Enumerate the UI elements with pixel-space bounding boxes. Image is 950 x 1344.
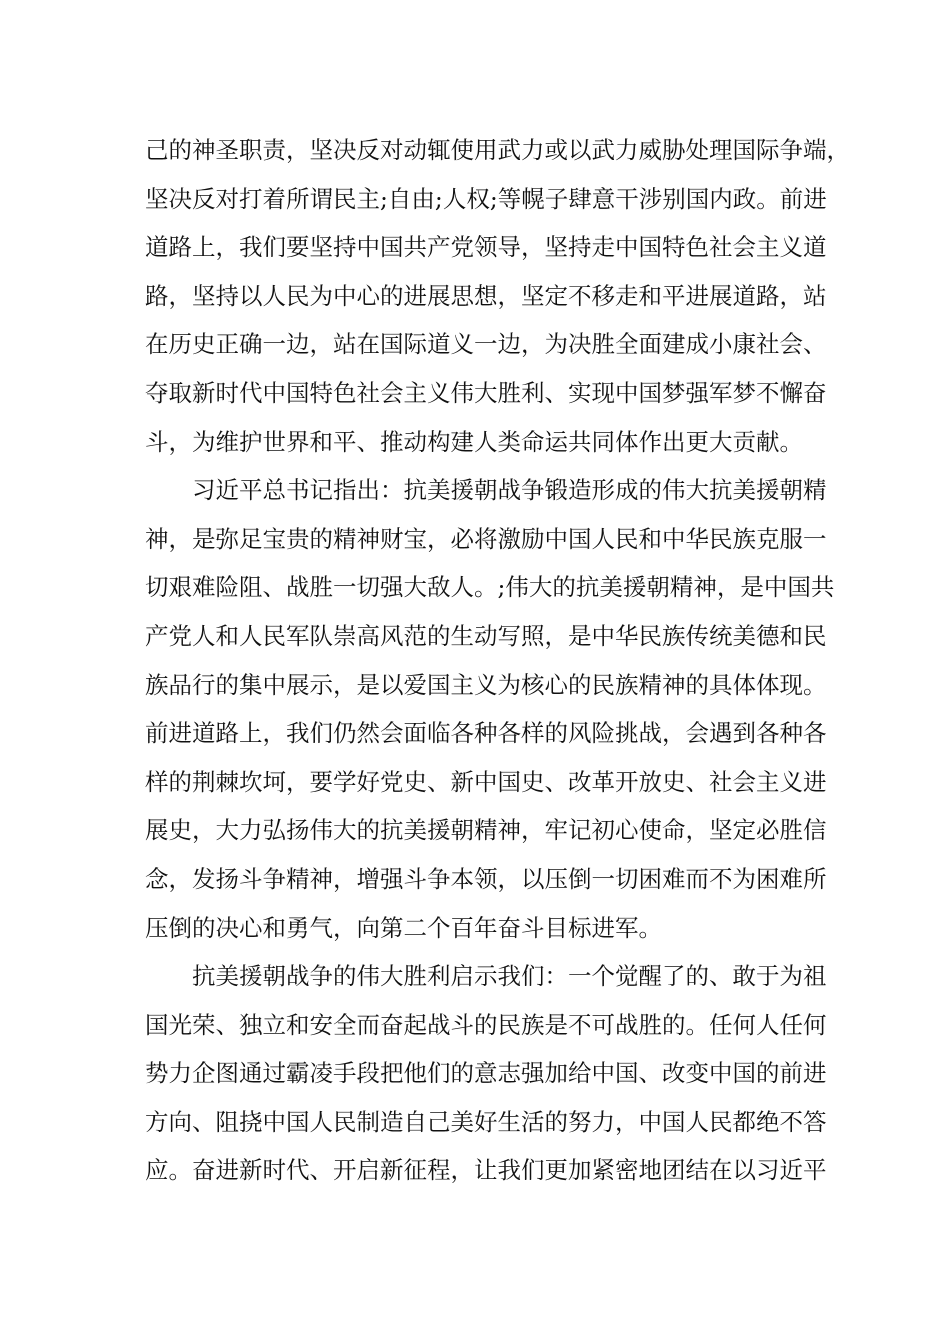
text-line: 前进道路上，我们仍然会面临各种各样的风险挑战，会遇到各种各 — [145, 719, 827, 748]
text-line: 切艰难险阻、战胜一切强大敌人。;伟大的抗美援朝精神，是中国共 — [145, 573, 835, 602]
text-line: 应。奋进新时代、开启新征程，让我们更加紧密地团结在以习近平 — [145, 1156, 827, 1185]
text-line: 压倒的决心和勇气，向第二个百年奋斗目标进军。 — [145, 913, 662, 942]
paragraph-first-line: 习近平总书记指出：抗美援朝战争锻造形成的伟大抗美援朝精 — [192, 476, 827, 505]
text-line: 展史，大力弘扬伟大的抗美援朝精神，牢记初心使命，坚定必胜信 — [145, 816, 827, 845]
text-line: 在历史正确一边，站在国际道义一边，为决胜全面建成小康社会、 — [145, 330, 827, 359]
text-line: 斗，为维护世界和平、推动构建人类命运共同体作出更大贡献。 — [145, 427, 803, 456]
text-line: 念，发扬斗争精神，增强斗争本领，以压倒一切困难而不为困难所 — [145, 864, 827, 893]
text-line: 国光荣、独立和安全而奋起战斗的民族是不可战胜的。任何人任何 — [145, 1010, 827, 1039]
body-text — [145, 126, 850, 1195]
text-line: 道路上，我们要坚持中国共产党领导，坚持走中国特色社会主义道 — [145, 233, 827, 262]
text-line: 路，坚持以人民为中心的进展思想，坚定不移走和平进展道路，站 — [145, 281, 827, 310]
text-line: 夺取新时代中国特色社会主义伟大胜利、实现中国梦强军梦不懈奋 — [145, 378, 827, 407]
text-line: 势力企图通过霸凌手段把他们的意志强加给中国、改变中国的前进 — [145, 1059, 827, 1088]
paragraph-first-line: 抗美援朝战争的伟大胜利启示我们：一个觉醒了的、敢于为祖 — [192, 962, 827, 991]
text-line: 产党人和人民军队崇高风范的生动写照，是中华民族传统美德和民 — [145, 621, 827, 650]
text-line: 神，是弥足宝贵的精神财宝，必将激励中国人民和中华民族克服一 — [145, 524, 827, 553]
text-line: 族品行的集中展示，是以爱国主义为核心的民族精神的具体体现。 — [145, 670, 827, 699]
text-line: 样的荆棘坎坷，要学好党史、新中国史、改革开放史、社会主义进 — [145, 767, 827, 796]
text-line: 方向、阻挠中国人民制造自己美好生活的努力，中国人民都绝不答 — [145, 1107, 827, 1136]
text-line: 坚决反对打着所谓民主;自由;人权;等幌子肆意干涉别国内政。前进 — [145, 184, 827, 213]
text-line: 己的神圣职责，坚决反对动辄使用武力或以武力威胁处理国际争端， — [145, 136, 850, 164]
